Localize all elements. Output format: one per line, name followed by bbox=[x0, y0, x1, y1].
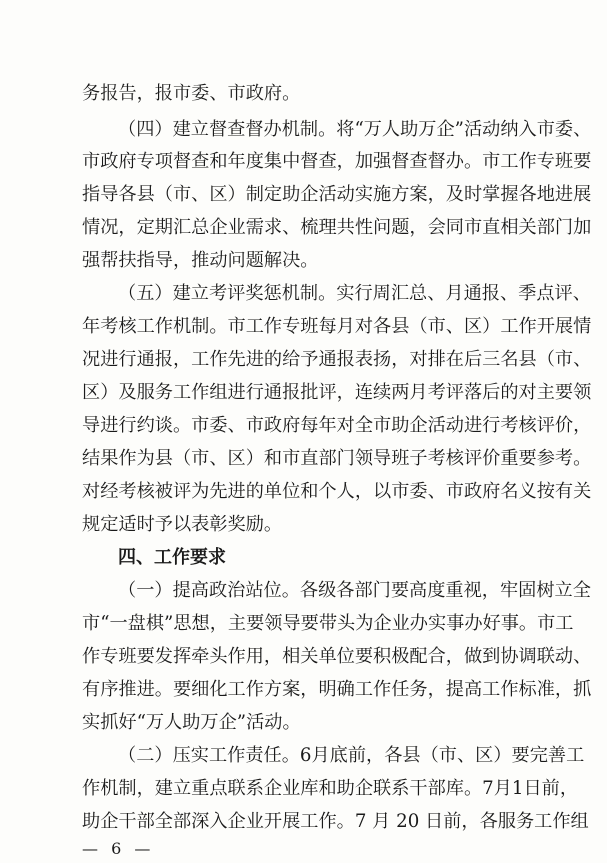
text-line: 作专班要发挥牵头作用，相关单位要积极配合，做到协调联动、 bbox=[82, 646, 592, 667]
text-line: 强帮扶指导，推动问题解决。 bbox=[82, 250, 319, 271]
text-line: 市政府专项督查和年度集中督查，加强督查督办。市工作专班要 bbox=[82, 151, 592, 172]
text-line: 作机制，建立重点联系企业库和助企联系干部库。7月1日前， bbox=[82, 778, 579, 799]
text-line: 对经考核被评为先进的单位和个人，以市委、市政府名义按有关 bbox=[82, 481, 592, 502]
text-line: 有序推进。要细化工作方案，明确工作任务，提高工作标准，抓 bbox=[82, 679, 592, 700]
text-line: （四）建立督查督办机制。将“万人助万企”活动纳入市委、 bbox=[118, 119, 592, 140]
text-line: 指导各县（市、区）制定助企活动实施方案，及时掌握各地进展 bbox=[82, 184, 592, 205]
text-line: 助企干部全部深入企业开展工作。7 月 20 日前，各服务工作组 bbox=[82, 811, 589, 832]
text-line: （二）压实工作责任。6月底前，各县（市、区）要完善工 bbox=[118, 745, 585, 766]
text-line: 结果作为县（市、区）和市直部门领导班子考核评价重要参考。 bbox=[82, 448, 592, 469]
text-line: 规定适时予以表彰奖励。 bbox=[82, 514, 283, 535]
text-line: 情况，定期汇总企业需求、梳理共性问题，会同市直相关部门加 bbox=[82, 217, 592, 238]
text-line: 区）及服务工作组进行通报批评，连续两月考评落后的对主要领 bbox=[82, 382, 592, 403]
text-line: 况进行通报，工作先进的给予通报表扬，对排在后三名县（市、 bbox=[82, 349, 592, 370]
text-line: 导进行约谈。市委、市政府每年对全市助企活动进行考核评价， bbox=[82, 415, 592, 436]
text-line: （一）提高政治站位。各级各部门要高度重视，牢固树立全 bbox=[118, 580, 591, 601]
text-line: 年考核工作机制。市工作专班每月对各县（市、区）工作开展情 bbox=[82, 316, 592, 337]
section-heading: 四、工作要求 bbox=[118, 547, 226, 568]
text-line: 市“一盘棋”思想，主要领导要带头为企业办实事办好事。市工 bbox=[82, 613, 574, 634]
text-line: 实抓好“万人助万企”活动。 bbox=[82, 712, 301, 733]
text-line: （五）建立考评奖惩机制。实行周汇总、月通报、季点评、 bbox=[118, 283, 591, 304]
text-line: 务报告，报市委、市政府。 bbox=[82, 83, 301, 104]
page-number: — 6 — bbox=[82, 839, 155, 858]
